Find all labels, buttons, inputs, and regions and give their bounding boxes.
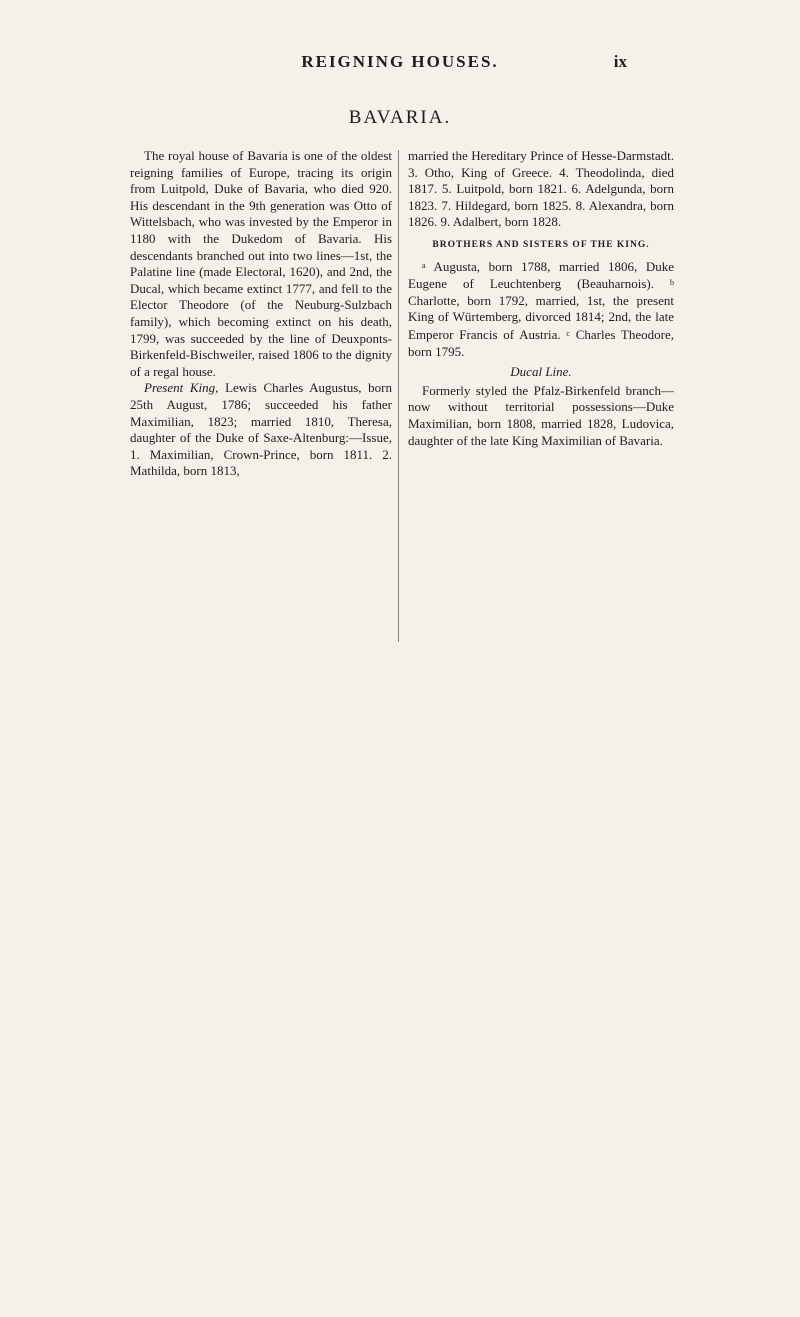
present-king-label: Present King, (144, 380, 219, 396)
ducal-line-heading: Ducal Line. (510, 364, 572, 380)
sibling-c-mark: c (566, 328, 570, 338)
history-paragraph: The royal house of Bavaria is one of the oldest reigning families of Europe, tracing its origin from Luitpold, Duke of Bavaria, who died 920. His descendant in the 9th generation was Otto of Wittelsbach, who was invested by the Emperor in 1180 with the Dukedom of Bavaria. His descendants branched out into two lines—1st, the Palatine line (made Electoral, 1620), and 2nd, the Ducal, which became extinct 1777, and fell to the Elector Theodore (of the Neuburg-Sulzbach family), which becoming extinct on his death, 1799, was succeeded by the line of Deuxponts-Birkenfeld-Bischweiler, raised 1806 to the dignity of a regal house. (130, 148, 392, 379)
page-number: ix (613, 52, 627, 71)
sibling-b-mark: b (670, 278, 674, 288)
present-king-paragraph (130, 380, 392, 480)
ducal-line-paragraph: Formerly styled the Pfalz-Birkenfeld branch—now without territorial possessions—Duke Maximilian, born 1808, married 1828, Ludovica, daughter of the late King Maximilian of Bavaria. (408, 382, 674, 448)
running-title: REIGNING HOUSES. (301, 52, 499, 71)
issue-continuation-paragraph: married the Hereditary Prince of Hesse-Darmstadt. 3. Otho, King of Greece. 4. Theodolinda, died 1817. 5. Luitpold, born 1821. 6. Adelgunda, born 1823. 7. Hildegard, born 1825. 8. Alexandra, born 1826. 9. Adalbert, born 1828. (408, 148, 674, 230)
left-column (130, 148, 392, 480)
right-column (408, 148, 674, 449)
section-title: BAVARIA. (348, 107, 452, 128)
sibling-a (408, 258, 674, 361)
running-head (0, 52, 800, 78)
sibling-b-text: Charlotte, born 1792, married, 1st, the present King of Würtemberg, divorced 1814; 2nd, the late Emperor Francis of Austria. (408, 292, 674, 342)
present-king-text: Lewis Charles Augustus, born 25th August, 1786; succeeded his father Maximilian, 1823; married 1810, Theresa, daughter of the Duke of Saxe-Altenburg:—Issue, 1. Maximilian, Crown-Prince, born 1811. 2. Mathilda, born 1813, (130, 380, 392, 479)
sibling-a-mark: a (422, 260, 426, 270)
sibling-c-text: Charles Theodore, born 1795. (408, 326, 674, 359)
sibling-a-text: Augusta, born 1788, married 1806, Duke Eugene of Leuchtenberg (Beauharnois). (408, 258, 674, 292)
siblings-heading: BROTHERS AND SISTERS OF THE KING. (432, 239, 650, 250)
column-divider (398, 150, 399, 642)
